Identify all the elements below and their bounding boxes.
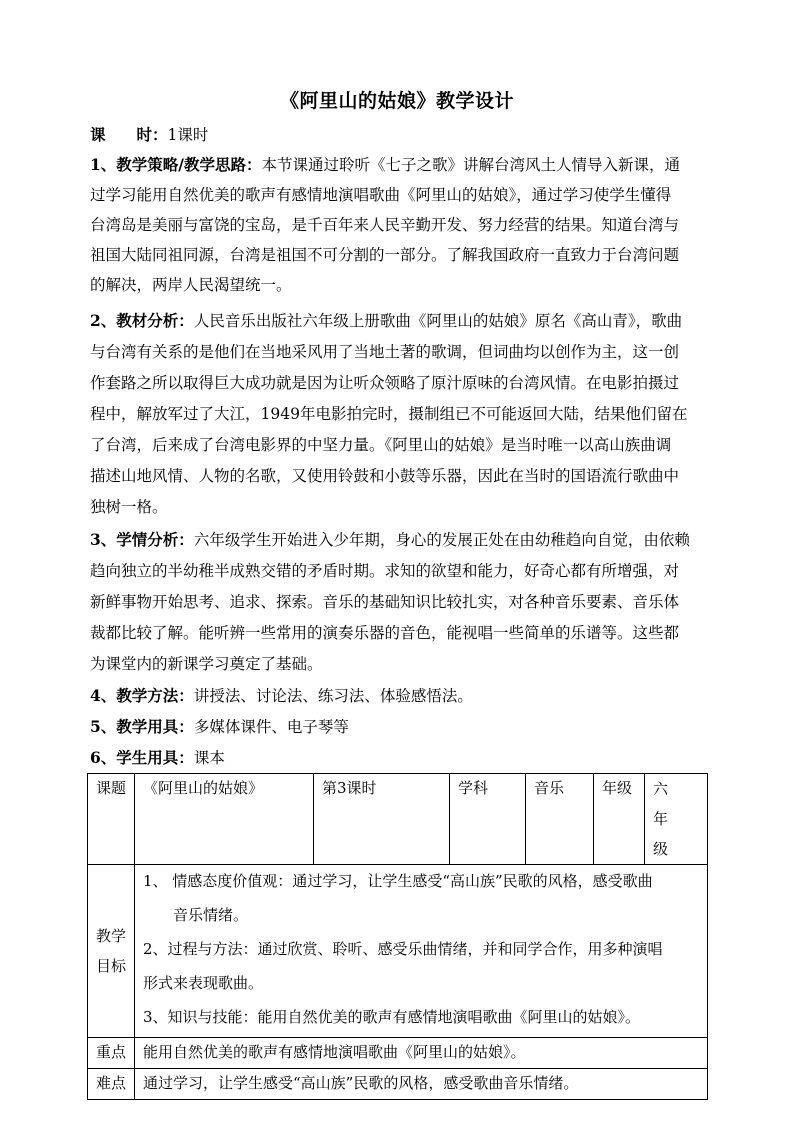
- table-cell: [88, 1038, 135, 1069]
- section-text-line: 的解决，两岸人民渴望统一。: [90, 276, 292, 294]
- section-number: 1、: [90, 155, 117, 174]
- key-point-value: 能用自然优美的歌声有感情地演唱歌曲《阿里山的姑娘》。: [143, 1043, 526, 1061]
- goal-line: 3、知识与技能：能用自然优美的歌声有感情地演唱歌曲《阿里山的姑娘》。: [143, 1008, 641, 1026]
- table-row: [88, 1069, 708, 1100]
- goals-content: [135, 865, 707, 1037]
- difficulty-value: 通过学习，让学生感受“高山族”民歌的风格，感受歌曲音乐情绪。: [143, 1074, 579, 1092]
- table-cell: [314, 774, 450, 865]
- goal-line: 2、过程与方法：通过欣赏、聆听、感受乐曲情绪，并和同学合作，用多种演唱: [143, 940, 663, 958]
- section-text-line: 人民音乐出版社六年级上册歌曲《阿里山的姑娘》原名《高山青》，歌曲: [193, 312, 683, 330]
- table-cell: [135, 774, 314, 865]
- goals-label: [88, 921, 134, 981]
- table-cell: [135, 865, 708, 1038]
- grade-value: [645, 774, 707, 864]
- section-student-tools: [90, 748, 225, 768]
- section-text-line: 了台湾，后来成了台湾电影界的中坚力量。《阿里山的姑娘》是当时唯一以高山族曲调: [90, 436, 672, 454]
- section-number: 4、: [90, 686, 117, 705]
- section-text-line: 课本: [193, 749, 225, 767]
- section-heading: 教学策略/教学思路：: [116, 155, 262, 174]
- table-cell: [450, 774, 526, 865]
- section-heading: 学情分析：: [116, 530, 194, 549]
- period-label: 课 时：: [90, 125, 168, 144]
- section-text-line: 六年级学生开始进入少年期，身心的发展正处在由幼稚趋向自觉，由依赖: [193, 531, 690, 549]
- section-teaching-tools: [90, 717, 349, 737]
- goal-line: 1、 情感态度价值观：通过学习，让学生感受“高山族”民歌的风格，感受歌曲: [143, 872, 653, 890]
- section-text-line: 裁都比较了解。能听辨一些常用的演奏乐器的音色，能视唱一些简单的乐谱等。这些都: [90, 624, 680, 642]
- lesson-number: 第3课时: [322, 779, 377, 797]
- section-text-line: 与台湾有关系的是他们在当地采风用了当地土著的歌调，但词曲均以创作为主，这一创: [90, 343, 680, 361]
- section-text-line: 独树一格。: [90, 498, 168, 516]
- section-text-line: 新鲜事物开始思考、追求、探索。音乐的基础知识比较扎实，对各种音乐要素、音乐体: [90, 593, 680, 611]
- subject-label: 学科: [458, 779, 489, 797]
- goal-line: 形式来表现歌曲。: [143, 974, 264, 992]
- topic-label: 课题: [96, 779, 127, 797]
- goals-label-line: 教学: [96, 927, 127, 945]
- table-cell: [88, 774, 135, 865]
- period-line: [90, 125, 208, 145]
- section-text-line: 过学习能用自然优美的歌声有感情地演唱歌曲《阿里山的姑娘》，通过学习使学生懂得: [90, 186, 672, 204]
- section-heading: 教材分析：: [116, 311, 194, 330]
- section-heading: 教学方法：: [116, 686, 194, 705]
- document-title: 《阿里山的姑娘》教学设计: [279, 90, 514, 112]
- table-row: [88, 774, 708, 865]
- section-teaching-strategy: [90, 155, 702, 295]
- period-value: 1课时: [167, 126, 209, 144]
- section-material-analysis: [90, 311, 702, 517]
- section-teaching-methods: [90, 686, 473, 706]
- section-heading: 教学用具：: [116, 717, 194, 736]
- section-number: 3、: [90, 530, 117, 549]
- grade-value-line: 级: [653, 840, 669, 858]
- section-heading: 学生用具：: [116, 748, 194, 767]
- table-cell: [88, 1069, 135, 1100]
- table-cell: [645, 774, 708, 865]
- goals-label-line: 目标: [96, 957, 127, 975]
- section-text-line: 为课堂内的新课学习奠定了基础。: [90, 655, 323, 673]
- key-point-label: 重点: [96, 1043, 127, 1061]
- section-text-line: 本节课通过聆听《七子之歌》讲解台湾风土人情导入新课，通: [261, 156, 680, 174]
- section-text-line: 台湾岛是美丽与富饶的宝岛，是千百年来人民辛勤开发、努力经营的结果。知道台湾与: [90, 216, 680, 234]
- grade-value-line: 六 年: [653, 780, 699, 828]
- section-text-line: 讲授法、讨论法、练习法、体验感悟法。: [193, 687, 473, 705]
- table-cell: [135, 1069, 708, 1100]
- section-text-line: 作套路之所以取得巨大成功就是因为让听众领略了原汁原味的台湾风情。在电影拍摄过: [90, 374, 680, 392]
- section-text-line: 趋向独立的半幼稚半成熟交错的矛盾时期。求知的欲望和能力，好奇心都有所增强，对: [90, 562, 680, 580]
- topic-value: 《阿里山的姑娘》: [143, 779, 264, 797]
- goal-line: 音乐情绪。: [143, 906, 249, 924]
- subject-value: 音乐: [534, 779, 565, 797]
- section-number: 2、: [90, 311, 117, 330]
- section-text-line: 祖国大陆同祖同源，台湾是祖国不可分割的一部分。了解我国政府一直致力于台湾问题: [90, 246, 680, 264]
- section-number: 6、: [90, 748, 117, 767]
- table-cell: [526, 774, 594, 865]
- lesson-plan-table: [87, 773, 708, 1100]
- difficulty-label: 难点: [96, 1074, 127, 1092]
- table-row: [88, 865, 708, 1038]
- table-cell: [135, 1038, 708, 1069]
- table-cell: [88, 865, 135, 1038]
- table-cell: [594, 774, 645, 865]
- section-text-line: 程中，解放军过了大江，1949年电影拍完时，摄制组已不可能返回大陆，结果他们留在: [90, 405, 688, 423]
- section-number: 5、: [90, 717, 117, 736]
- section-text-line: 描述山地风情、人物的名歌，又使用铃鼓和小鼓等乐器，因此在当时的国语流行歌曲中: [90, 467, 680, 485]
- table-row: [88, 1038, 708, 1069]
- grade-label: 年级: [602, 779, 633, 797]
- section-text-line: 多媒体课件、电子琴等: [193, 718, 349, 736]
- section-student-analysis: [90, 530, 702, 674]
